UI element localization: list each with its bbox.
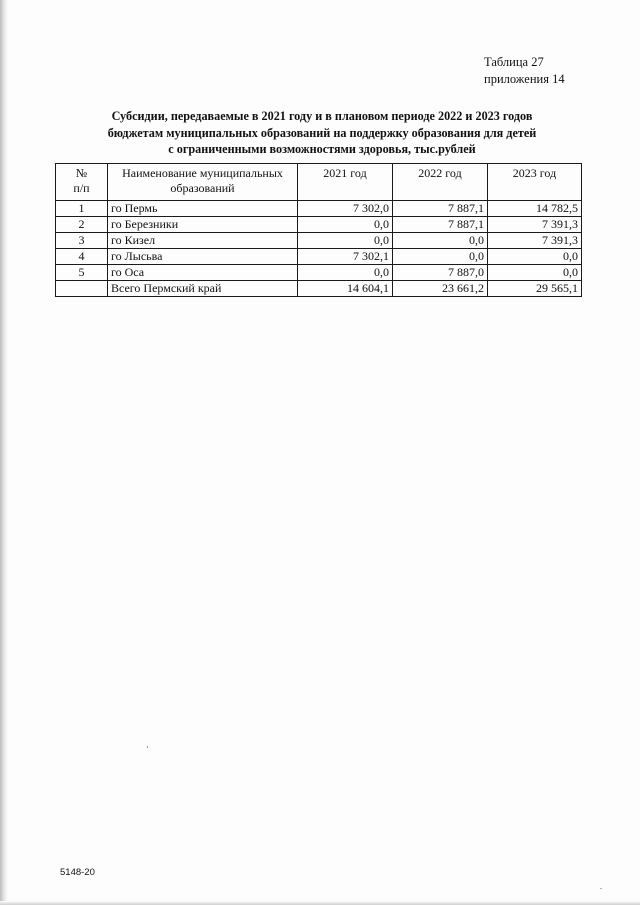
row-value-2021: 0,0: [298, 233, 393, 249]
scan-bottom-edge-shadow: [0, 901, 640, 905]
total-value-2022: 23 661,2: [393, 281, 488, 297]
row-municipality: го Березники: [108, 217, 298, 233]
title-line3: с ограниченными возможностями здоровья, тыс.рублей: [168, 142, 476, 156]
row-number: 1: [56, 201, 108, 217]
subsidies-table: [55, 163, 582, 297]
header-2023: 2023 год: [488, 164, 582, 201]
row-value-2022: 7 887,1: [393, 217, 488, 233]
table-row: [56, 201, 582, 217]
document-title: [60, 108, 584, 158]
header-number: [56, 164, 108, 201]
header-municipality-name: [108, 164, 298, 201]
table-row: [56, 249, 582, 265]
row-value-2023: 14 782,5: [488, 201, 582, 217]
row-value-2023: 0,0: [488, 249, 582, 265]
row-number: 2: [56, 217, 108, 233]
row-value-2022: 0,0: [393, 249, 488, 265]
header-number-line2: п/п: [73, 181, 90, 195]
table-ref-line2: приложения 14: [484, 72, 565, 86]
table-row: [56, 265, 582, 281]
row-municipality: го Лысьва: [108, 249, 298, 265]
header-2022: 2022 год: [393, 164, 488, 201]
row-value-2021: 0,0: [298, 217, 393, 233]
table-header-row: [56, 164, 582, 201]
row-municipality: го Пермь: [108, 201, 298, 217]
row-value-2022: 0,0: [393, 233, 488, 249]
header-number-line1: №: [75, 166, 88, 180]
scan-speck: [600, 888, 602, 889]
title-line2: бюджетам муниципальных образований на поддержку образования для детей: [107, 125, 537, 140]
total-value-2023: 29 565,1: [488, 281, 582, 297]
header-2021: 2021 год: [298, 164, 393, 201]
row-value-2021: 7 302,0: [298, 201, 393, 217]
row-number: 3: [56, 233, 108, 249]
header-name-line2: образований: [170, 181, 235, 195]
total-label: Всего Пермский край: [108, 281, 298, 297]
document-code: 5148-20: [60, 867, 95, 878]
row-value-2022: 7 887,0: [393, 265, 488, 281]
row-value-2021: 7 302,1: [298, 249, 393, 265]
row-value-2023: 7 391,3: [488, 233, 582, 249]
total-number: [56, 281, 108, 297]
row-value-2022: 7 887,1: [393, 201, 488, 217]
header-name-line1: Наименование муниципальных: [122, 166, 283, 180]
row-value-2023: 0,0: [488, 265, 582, 281]
table-row: [56, 217, 582, 233]
row-value-2023: 7 391,3: [488, 217, 582, 233]
row-value-2021: 0,0: [298, 265, 393, 281]
total-value-2021: 14 604,1: [298, 281, 393, 297]
scan-speck: [147, 746, 148, 748]
table-total-row: [56, 281, 582, 297]
table-ref-line1: Таблица 27: [484, 55, 544, 69]
row-number: 4: [56, 249, 108, 265]
scan-left-edge-shadow: [0, 0, 8, 905]
title-line1: Субсидии, передаваемые в 2021 году и в плановом периоде 2022 и 2023 годов: [111, 109, 533, 123]
row-number: 5: [56, 265, 108, 281]
table-reference: [484, 54, 594, 88]
row-municipality: го Оса: [108, 265, 298, 281]
table-row: [56, 233, 582, 249]
row-municipality: го Кизел: [108, 233, 298, 249]
